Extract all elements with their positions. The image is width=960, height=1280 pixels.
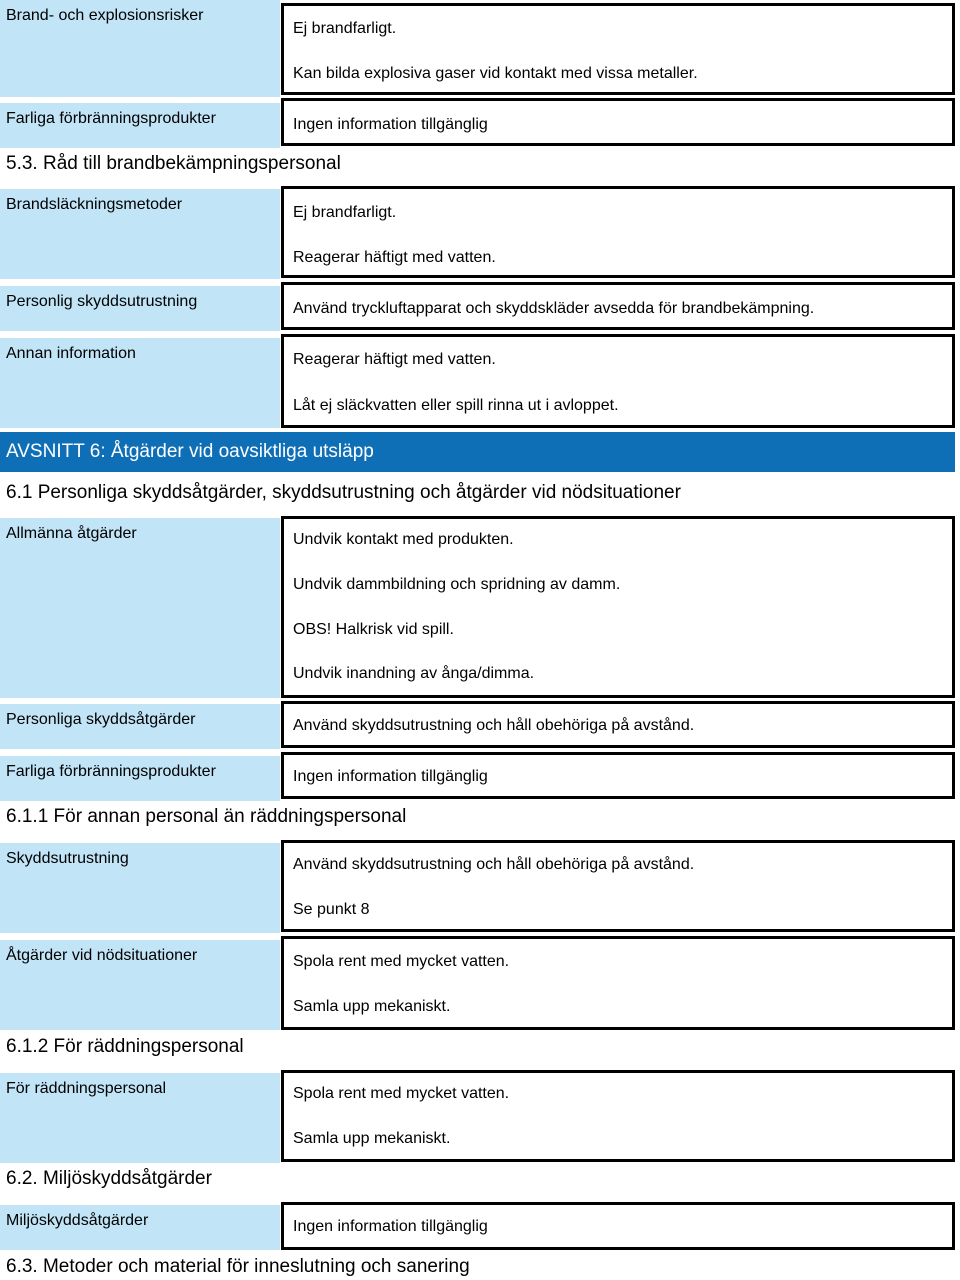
value-line: Använd tryckluftapparat och skyddskläder avsedda för brandbekämpning. bbox=[293, 300, 815, 317]
row-label: Personliga skyddsåtgärder bbox=[0, 704, 281, 749]
row-label: Farliga förbränningsprodukter bbox=[0, 103, 281, 148]
value-line: Använd skyddsutrustning och håll obehöriga på avstånd. bbox=[293, 717, 695, 734]
heading-6-2: 6.2. Miljöskyddsåtgärder bbox=[6, 1168, 212, 1189]
row-label: Brandsläckningsmetoder bbox=[0, 189, 281, 279]
section-title: AVSNITT 6: Åtgärder vid oavsiktliga utsläpp bbox=[6, 441, 374, 462]
heading-6-3: 6.3. Metoder och material för inneslutning och sanering bbox=[6, 1256, 470, 1277]
value-line: Ej brandfarligt. bbox=[293, 204, 397, 221]
value-line: Spola rent med mycket vatten. bbox=[293, 1085, 510, 1102]
row-label: Brand- och explosionsrisker bbox=[0, 0, 281, 97]
value-line: Ingen information tillgänglig bbox=[293, 116, 488, 133]
value-line: Se punkt 8 bbox=[293, 901, 370, 918]
row-label: Åtgärder vid nödsituationer bbox=[0, 940, 281, 1030]
row-label: Annan information bbox=[0, 338, 281, 428]
row-label: Farliga förbränningsprodukter bbox=[0, 756, 281, 801]
value-line: Reagerar häftigt med vatten. bbox=[293, 249, 496, 266]
value-line: Undvik dammbildning och spridning av damm. bbox=[293, 576, 621, 593]
value-line: Ej brandfarligt. bbox=[293, 20, 397, 37]
value-line: Undvik inandning av ånga/dimma. bbox=[293, 665, 535, 682]
value-line: Låt ej släckvatten eller spill rinna ut i avloppet. bbox=[293, 397, 619, 414]
row-label: Allmänna åtgärder bbox=[0, 518, 281, 698]
value-line: Kan bilda explosiva gaser vid kontakt med vissa metaller. bbox=[293, 65, 698, 82]
value-line: Samla upp mekaniskt. bbox=[293, 998, 451, 1015]
value-line: Reagerar häftigt med vatten. bbox=[293, 351, 496, 368]
value-line: Använd skyddsutrustning och håll obehöriga på avstånd. bbox=[293, 856, 695, 873]
value-line: Samla upp mekaniskt. bbox=[293, 1130, 451, 1147]
heading-6-1-2: 6.1.2 För räddningspersonal bbox=[6, 1036, 244, 1057]
heading-5-3: 5.3. Råd till brandbekämpningspersonal bbox=[6, 153, 341, 174]
value-line: Undvik kontakt med produkten. bbox=[293, 531, 514, 548]
row-label: För räddningspersonal bbox=[0, 1073, 281, 1163]
value-line: Ingen information tillgänglig bbox=[293, 768, 488, 785]
heading-6-1-1: 6.1.1 För annan personal än räddningspersonal bbox=[6, 806, 407, 827]
value-line: Spola rent med mycket vatten. bbox=[293, 953, 510, 970]
value-line: Ingen information tillgänglig bbox=[293, 1218, 488, 1235]
heading-6-1: 6.1 Personliga skyddsåtgärder, skyddsutrustning och åtgärder vid nödsituationer bbox=[6, 482, 681, 503]
row-label: Miljöskyddsåtgärder bbox=[0, 1205, 281, 1250]
value-line: OBS! Halkrisk vid spill. bbox=[293, 621, 454, 638]
row-label: Personlig skyddsutrustning bbox=[0, 286, 281, 331]
section-banner bbox=[0, 432, 955, 472]
row-label: Skyddsutrustning bbox=[0, 843, 281, 933]
row-value-box bbox=[281, 840, 955, 932]
